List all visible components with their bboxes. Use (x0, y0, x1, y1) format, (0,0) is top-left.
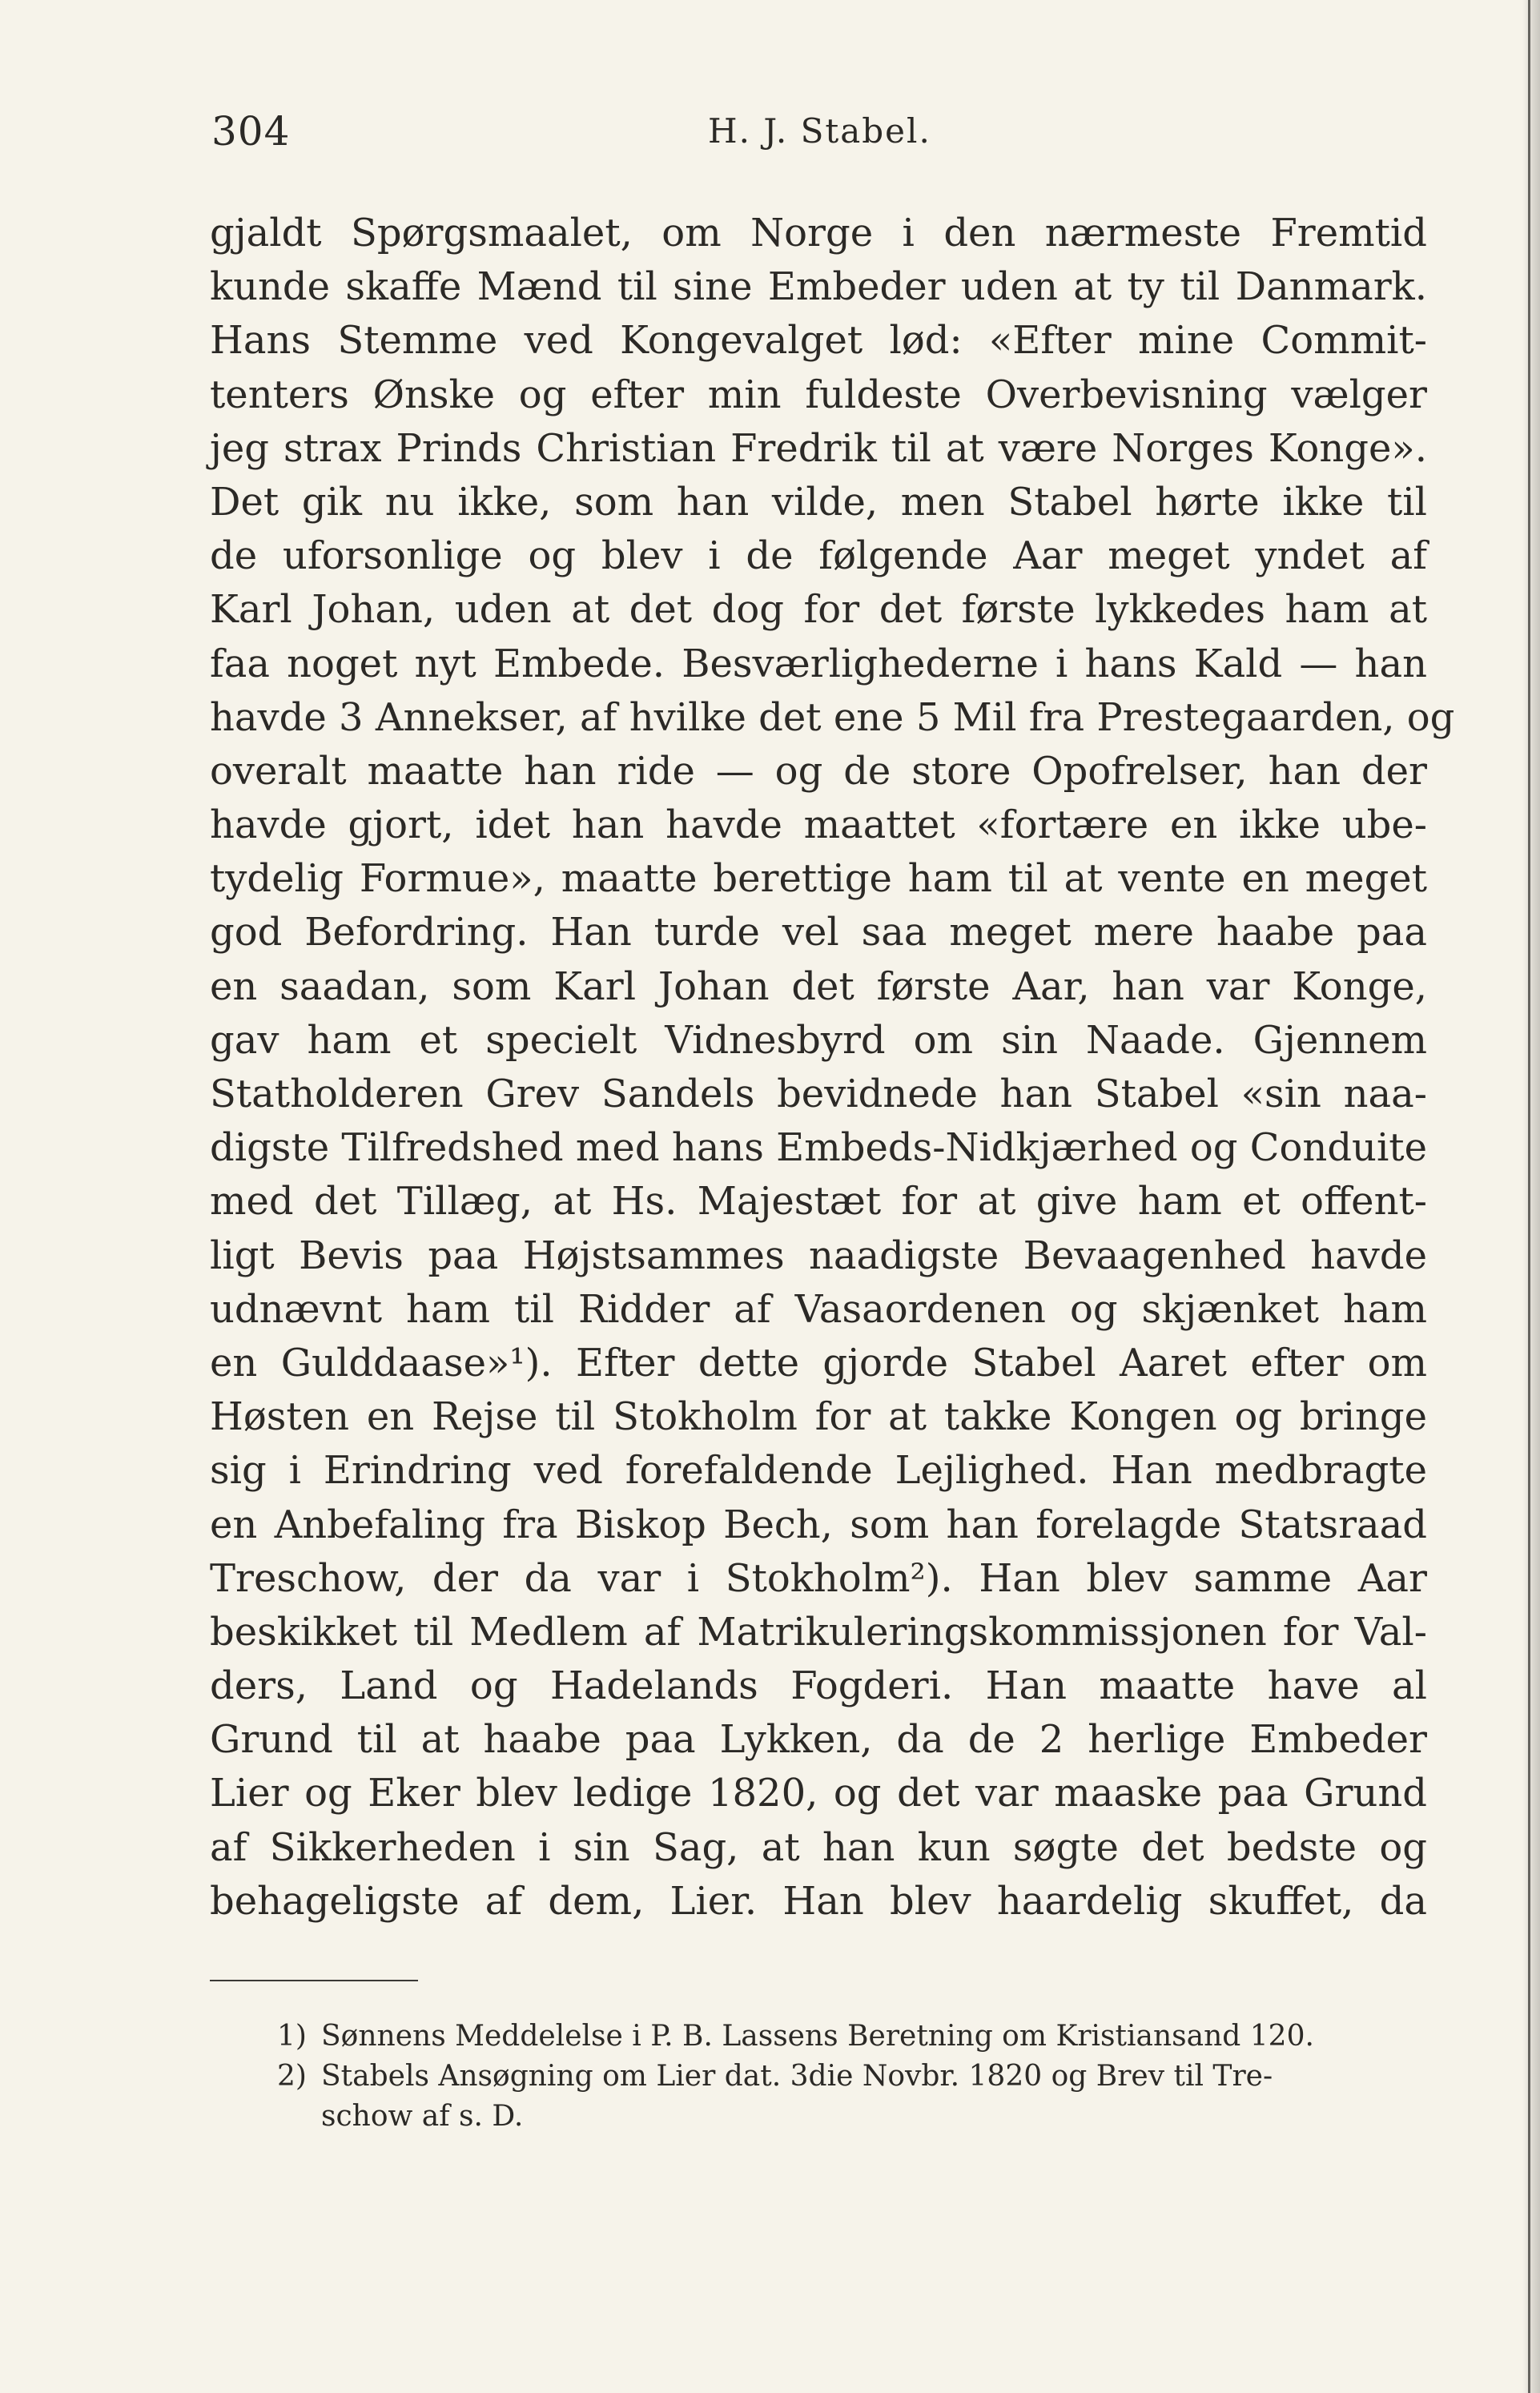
text-line: en saadan, som Karl Johan det første Aar, han var Konge, (210, 963, 1427, 1009)
text-line: Statholderen Grev Sandels bevidnede han Stabel «sin naa- (210, 1072, 1427, 1116)
page-edge-shadow (1522, 0, 1540, 2393)
text-line: jeg strax Prinds Christian Fredrik til at være Norges Konge». (210, 425, 1427, 471)
text-line: sig i Erindring ved forefaldende Lejlighed. Han medbragte (210, 1448, 1427, 1494)
footnote-mark: 2) (277, 2060, 307, 2093)
text-line: gjaldt Spørgsmaalet, om Norge i den nærmeste Fremtid (210, 211, 1427, 255)
text-line: Treschow, der da var i Stokholm²). Han blev samme Aar (210, 1555, 1427, 1601)
footnote-text: schow af s. D. (321, 2100, 524, 2133)
page-number: 304 (211, 108, 291, 155)
text-line: udnævnt ham til Ridder af Vasaordenen og skjænket ham (210, 1286, 1427, 1332)
text-line: kunde skaffe Mænd til sine Embeder uden at ty til Danmark. (210, 264, 1427, 310)
text-line: Grund til at haabe paa Lykken, da de 2 herlige Embeder (210, 1717, 1427, 1763)
text-line: Karl Johan, uden at det dog for det første lykkedes ham at (210, 587, 1427, 633)
text-line: behageligste af dem, Lier. Han blev haardelig skuffet, da (210, 1878, 1427, 1924)
footnote-2-continuation (277, 2097, 1414, 2137)
text-line: med det Tillæg, at Hs. Majestæt for at give ham et offent- (210, 1179, 1427, 1225)
text-line: overalt maatte han ride — og de store Opofrelser, han der (210, 748, 1427, 794)
footnotes (277, 2017, 1414, 2137)
text-line: havde gjort, idet han havde maattet «fortære en ikke ube- (210, 802, 1427, 848)
text-line: havde 3 Annekser, af hvilke det ene 5 Mil fra Prestegaarden, og (210, 694, 1455, 740)
running-head: H. J. Stabel. (708, 111, 931, 151)
text-line: beskikket til Medlem af Matrikuleringskommissjonen for Val- (210, 1609, 1427, 1655)
page-edge-line (1528, 0, 1530, 2393)
footnote-text: Stabels Ansøgning om Lier dat. 3die Novbr. 1820 og Brev til Tre- (321, 2060, 1273, 2093)
text-line: en Anbefaling fra Biskop Bech, som han forelagde Statsraad (210, 1502, 1427, 1547)
footnote-mark: 1) (277, 2020, 307, 2053)
text-line: Lier og Eker blev ledige 1820, og det var maaske paa Grund (210, 1771, 1427, 1816)
text-line: god Befordring. Han turde vel saa meget mere haabe paa (210, 910, 1427, 955)
footnote-2 (277, 2057, 1414, 2097)
text-line: tenters Ønske og efter min fuldeste Overbevisning vælger (210, 372, 1427, 417)
text-line: de uforsonlige og blev i de følgende Aar meget yndet af (210, 533, 1427, 579)
text-line: tydelig Formue», maatte berettige ham til at vente en meget (210, 856, 1427, 902)
text-line: af Sikkerheden i sin Sag, at han kun søgte det bedste og (210, 1824, 1427, 1870)
text-line: gav ham et specielt Vidnesbyrd om sin Naade. Gjennem (210, 1017, 1427, 1063)
text-line: Det gik nu ikke, som han vilde, men Stabel hørte ikke til (210, 479, 1427, 525)
text-line: Høsten en Rejse til Stokholm for at takke Kongen og bringe (210, 1394, 1427, 1440)
page-header (211, 108, 1429, 164)
text-line: en Gulddaase»¹). Efter dette gjorde Stabel Aaret efter om (210, 1340, 1427, 1386)
footnote-text: Sønnens Meddelelse i P. B. Lassens Beretning om Kristiansand 120. (321, 2020, 1314, 2053)
footnote-rule (210, 1980, 418, 1981)
text-line: Hans Stemme ved Kongevalget lød: «Efter mine Commit- (210, 318, 1427, 364)
text-line: ligt Bevis paa Højstsammes naadigste Bevaagenhed havde (210, 1233, 1427, 1278)
footnote-1 (277, 2017, 1414, 2057)
text-line: faa noget nyt Embede. Besværlighederne i hans Kald — han (210, 641, 1427, 686)
text-line: digste Tilfredshed med hans Embeds-Nidkjærhed og Conduite (210, 1125, 1427, 1171)
text-line: ders, Land og Hadelands Fogderi. Han maatte have al (210, 1663, 1427, 1709)
body-text (210, 207, 1455, 1928)
